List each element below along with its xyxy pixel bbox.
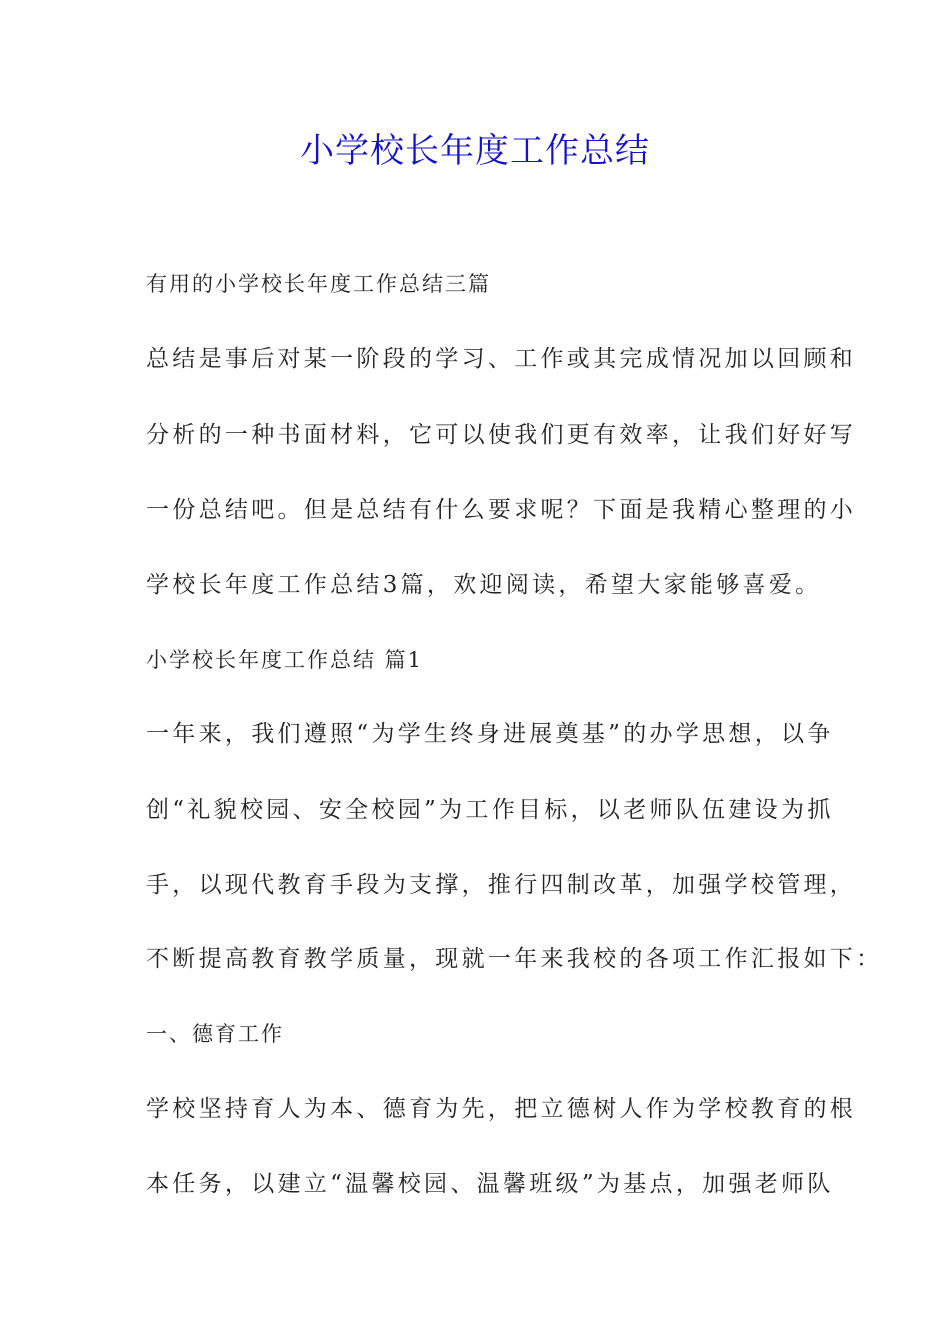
paragraph-line: 学校坚持育人为本、德育为先，把立德树人作为学校教育的根 [146, 1096, 857, 1122]
paragraph-line: 手，以现代教育手段为支撑，推行四制改革，加强学校管理， [146, 872, 857, 898]
section-heading: 一、德育工作 [146, 1022, 284, 1046]
document-title: 小学校长年度工作总结 [300, 131, 650, 171]
paragraph-line: 学校长年度工作总结3篇，欢迎阅读，希望大家能够喜爱。 [146, 572, 822, 598]
paragraph-line: 一份总结吧。但是总结有什么要求呢？下面是我精心整理的小 [146, 497, 857, 523]
paragraph-line: 本任务，以建立“温馨校园、温馨班级”为基点，加强老师队 [146, 1171, 834, 1197]
paragraph-line: 创“礼貌校园、安全校园”为工作目标，以老师队伍建设为抓 [146, 797, 834, 823]
section-heading: 小学校长年度工作总结 篇1 [146, 648, 424, 672]
subtitle-line: 有用的小学校长年度工作总结三篇 [146, 272, 491, 296]
paragraph-line: 分析的一种书面材料，它可以使我们更有效率，让我们好好写 [146, 422, 857, 448]
paragraph-line: 不断提高教育教学质量，现就一年来我校的各项工作汇报如下： [146, 946, 883, 972]
paragraph-line: 总结是事后对某一阶段的学习、工作或其完成情况加以回顾和 [146, 346, 857, 372]
paragraph-line: 一年来，我们遵照“为学生终身进展奠基”的办学思想，以争 [146, 721, 834, 747]
